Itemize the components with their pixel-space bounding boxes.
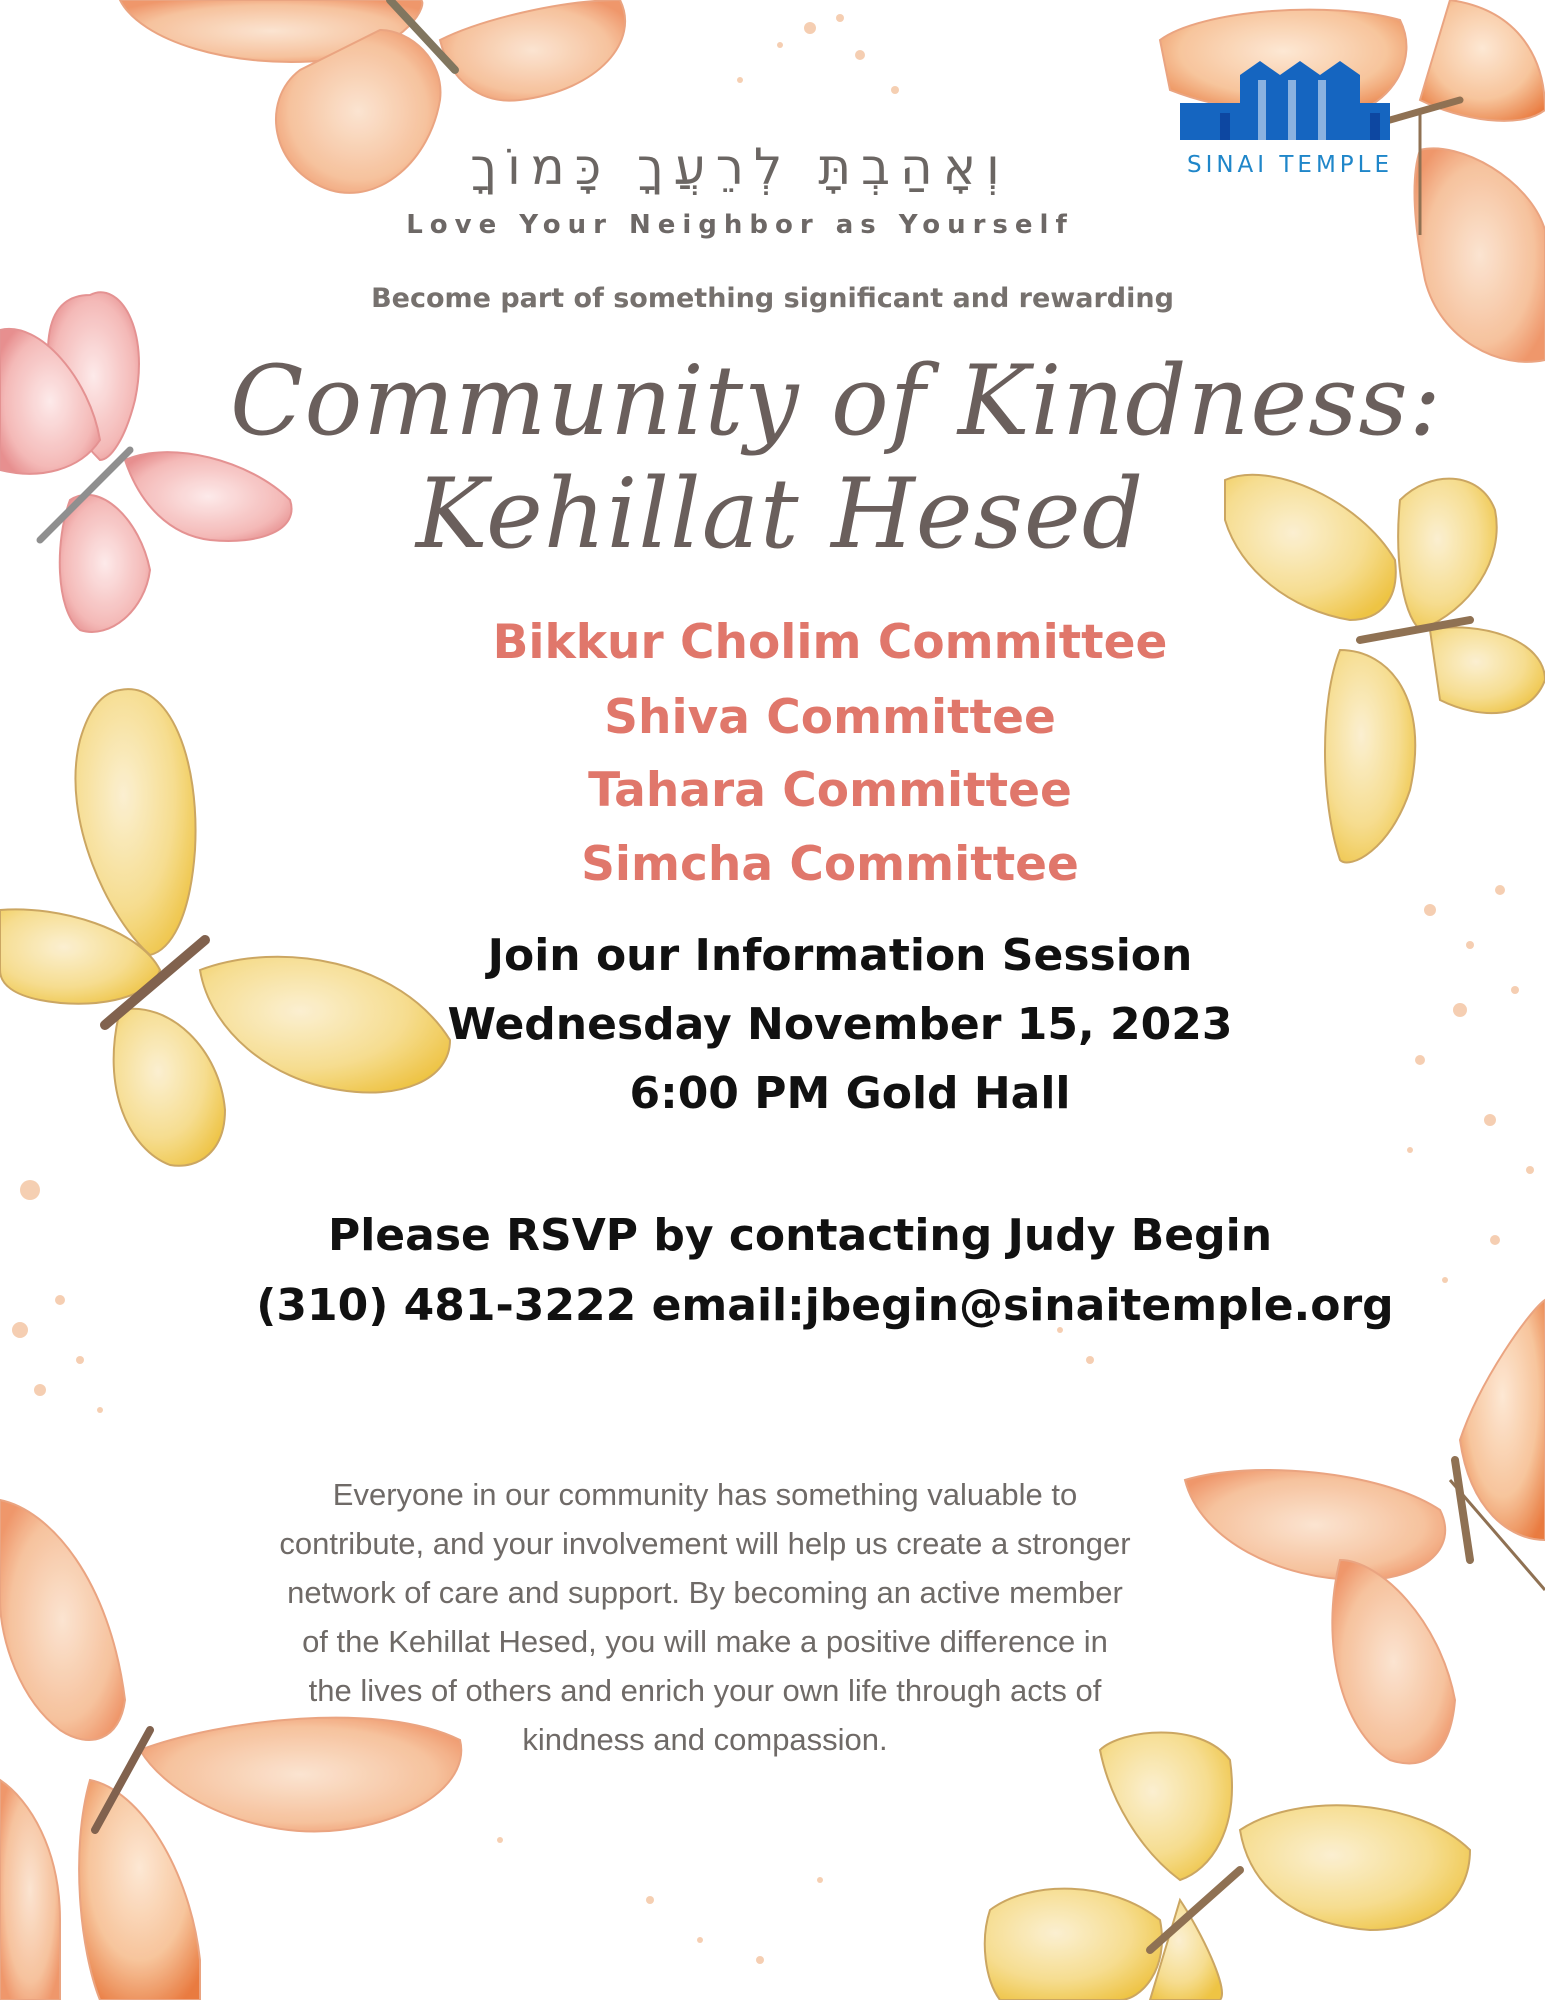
- logo-wordmark: SINAI TEMPLE: [1186, 152, 1394, 178]
- body-line: contribute, and your involvement will help us create a stronger: [279, 1526, 1131, 1561]
- hebrew-verse: וְאָהַבְתָּ לְרֵעֲךָ כָּמוֹךָ: [470, 138, 1010, 196]
- body-line: network of care and support. By becoming an active member: [287, 1575, 1123, 1610]
- butterfly-peach-right: [1185, 1300, 1545, 1763]
- title-line-1: Community of Kindness:: [230, 345, 1443, 457]
- butterfly-yellow-bottom: [985, 1733, 1470, 2000]
- body-line: of the Kehillat Hesed, you will make a positive difference in: [302, 1624, 1108, 1659]
- committee-tahara: Tahara Committee: [588, 763, 1072, 818]
- session-date: Wednesday November 15, 2023: [447, 999, 1233, 1050]
- sinai-temple-logo: [1160, 55, 1420, 185]
- committee-simcha: Simcha Committee: [581, 837, 1079, 892]
- committee-shiva: Shiva Committee: [604, 690, 1056, 745]
- committee-bikkur-cholim: Bikkur Cholim Committee: [492, 615, 1168, 670]
- body-line: the lives of others and enrich your own life through acts of: [308, 1673, 1102, 1708]
- session-heading: Join our Information Session: [487, 930, 1193, 981]
- body-paragraph: [215, 1470, 1195, 1764]
- butterfly-pink-left: [0, 292, 292, 632]
- session-time-place: 6:00 PM Gold Hall: [629, 1068, 1071, 1119]
- body-line: Everyone in our community has something valuable to: [332, 1477, 1078, 1512]
- rsvp-line: Please RSVP by contacting Judy Begin: [327, 1210, 1273, 1261]
- temple-building-icon: [1160, 55, 1420, 150]
- english-motto: Love Your Neighbor as Yourself: [406, 210, 1074, 240]
- title-line-2: Kehillat Hesed: [415, 458, 1145, 570]
- body-line: kindness and compassion.: [522, 1722, 888, 1757]
- tagline: Become part of something significant and rewarding: [371, 283, 1174, 314]
- rsvp-contact: (310) 481-3222 email:jbegin@sinaitemple.org: [256, 1280, 1394, 1331]
